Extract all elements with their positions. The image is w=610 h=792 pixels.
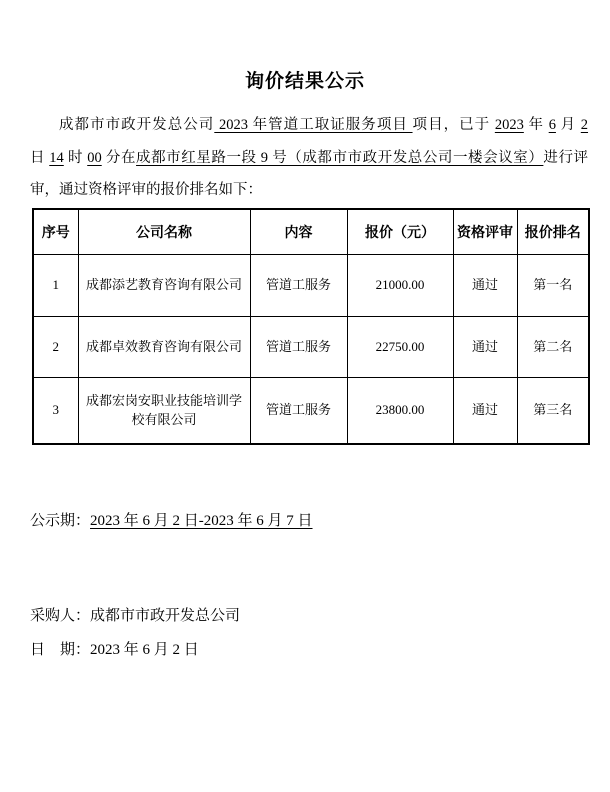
cell-rank: 第三名 bbox=[517, 378, 589, 445]
text-segment: 进行评 bbox=[543, 149, 589, 166]
cell-company: 成都宏岗安职业技能培训学校有限公司 bbox=[78, 378, 250, 445]
intro-paragraph bbox=[30, 109, 588, 207]
header-qualification: 资格评审 bbox=[453, 209, 517, 255]
text-segment: 月 bbox=[555, 117, 581, 133]
paragraph-line-1 bbox=[30, 109, 588, 142]
paragraph-line-2 bbox=[30, 142, 588, 175]
underlined-year: 2023 bbox=[494, 117, 524, 133]
table-row bbox=[33, 378, 589, 445]
cell-content: 管道工服务 bbox=[250, 378, 347, 445]
cell-price: 23800.00 bbox=[347, 378, 453, 445]
text-segment: 项目，已于 bbox=[412, 117, 495, 133]
text-segment: 审，通过资格评审的报价排名如下： bbox=[30, 182, 262, 198]
underlined-minute: 00 bbox=[87, 149, 102, 166]
paragraph-line-3 bbox=[30, 174, 588, 207]
cell-index: 3 bbox=[33, 378, 78, 445]
text-segment: 成都市市政开发总公司 bbox=[59, 117, 215, 133]
quotation-result-table bbox=[32, 208, 590, 445]
text-segment: 时 bbox=[63, 149, 88, 166]
text-segment: 分在 bbox=[101, 149, 137, 166]
header-company: 公司名称 bbox=[78, 209, 250, 255]
text-segment: 日 bbox=[30, 149, 50, 166]
header-content: 内容 bbox=[250, 209, 347, 255]
underlined-project-name: 2023 年管道工取证服务项目 bbox=[214, 117, 413, 133]
header-price: 报价（元） bbox=[347, 209, 453, 255]
underlined-hour: 14 bbox=[49, 149, 64, 166]
publicity-period-value: 2023 年 6 月 2 日-2023 年 6 月 7 日 bbox=[90, 513, 313, 529]
page-title: 询价结果公示 bbox=[244, 71, 365, 92]
table-row bbox=[33, 317, 589, 378]
cell-qualification: 通过 bbox=[453, 378, 517, 445]
cell-price: 21000.00 bbox=[347, 255, 453, 317]
cell-rank: 第二名 bbox=[517, 317, 589, 378]
cell-company: 成都卓效教育咨询有限公司 bbox=[78, 317, 250, 378]
publicity-period-label: 公示期： bbox=[30, 513, 91, 529]
cell-qualification: 通过 bbox=[453, 255, 517, 317]
header-rank: 报价排名 bbox=[517, 209, 589, 255]
table-row bbox=[33, 255, 589, 317]
underlined-month: 6 bbox=[548, 117, 556, 133]
cell-content: 管道工服务 bbox=[250, 255, 347, 317]
cell-company: 成都添艺教育咨询有限公司 bbox=[78, 255, 250, 317]
text-segment: 年 bbox=[523, 117, 549, 133]
cell-index: 1 bbox=[33, 255, 78, 317]
underlined-day: 2 bbox=[580, 117, 589, 133]
cell-qualification: 通过 bbox=[453, 317, 517, 378]
cell-index: 2 bbox=[33, 317, 78, 378]
underlined-address: 成都市红星路一段 9 号（成都市市政开发总公司一楼会议室） bbox=[136, 149, 544, 166]
cell-rank: 第一名 bbox=[517, 255, 589, 317]
cell-price: 22750.00 bbox=[347, 317, 453, 378]
date-line: 日 期：2023 年 6 月 2 日 bbox=[30, 642, 199, 658]
cell-content: 管道工服务 bbox=[250, 317, 347, 378]
buyer-line: 采购人：成都市市政开发总公司 bbox=[30, 608, 241, 624]
table-header-row bbox=[33, 209, 589, 255]
header-index: 序号 bbox=[33, 209, 78, 255]
publicity-period-line bbox=[30, 512, 313, 530]
